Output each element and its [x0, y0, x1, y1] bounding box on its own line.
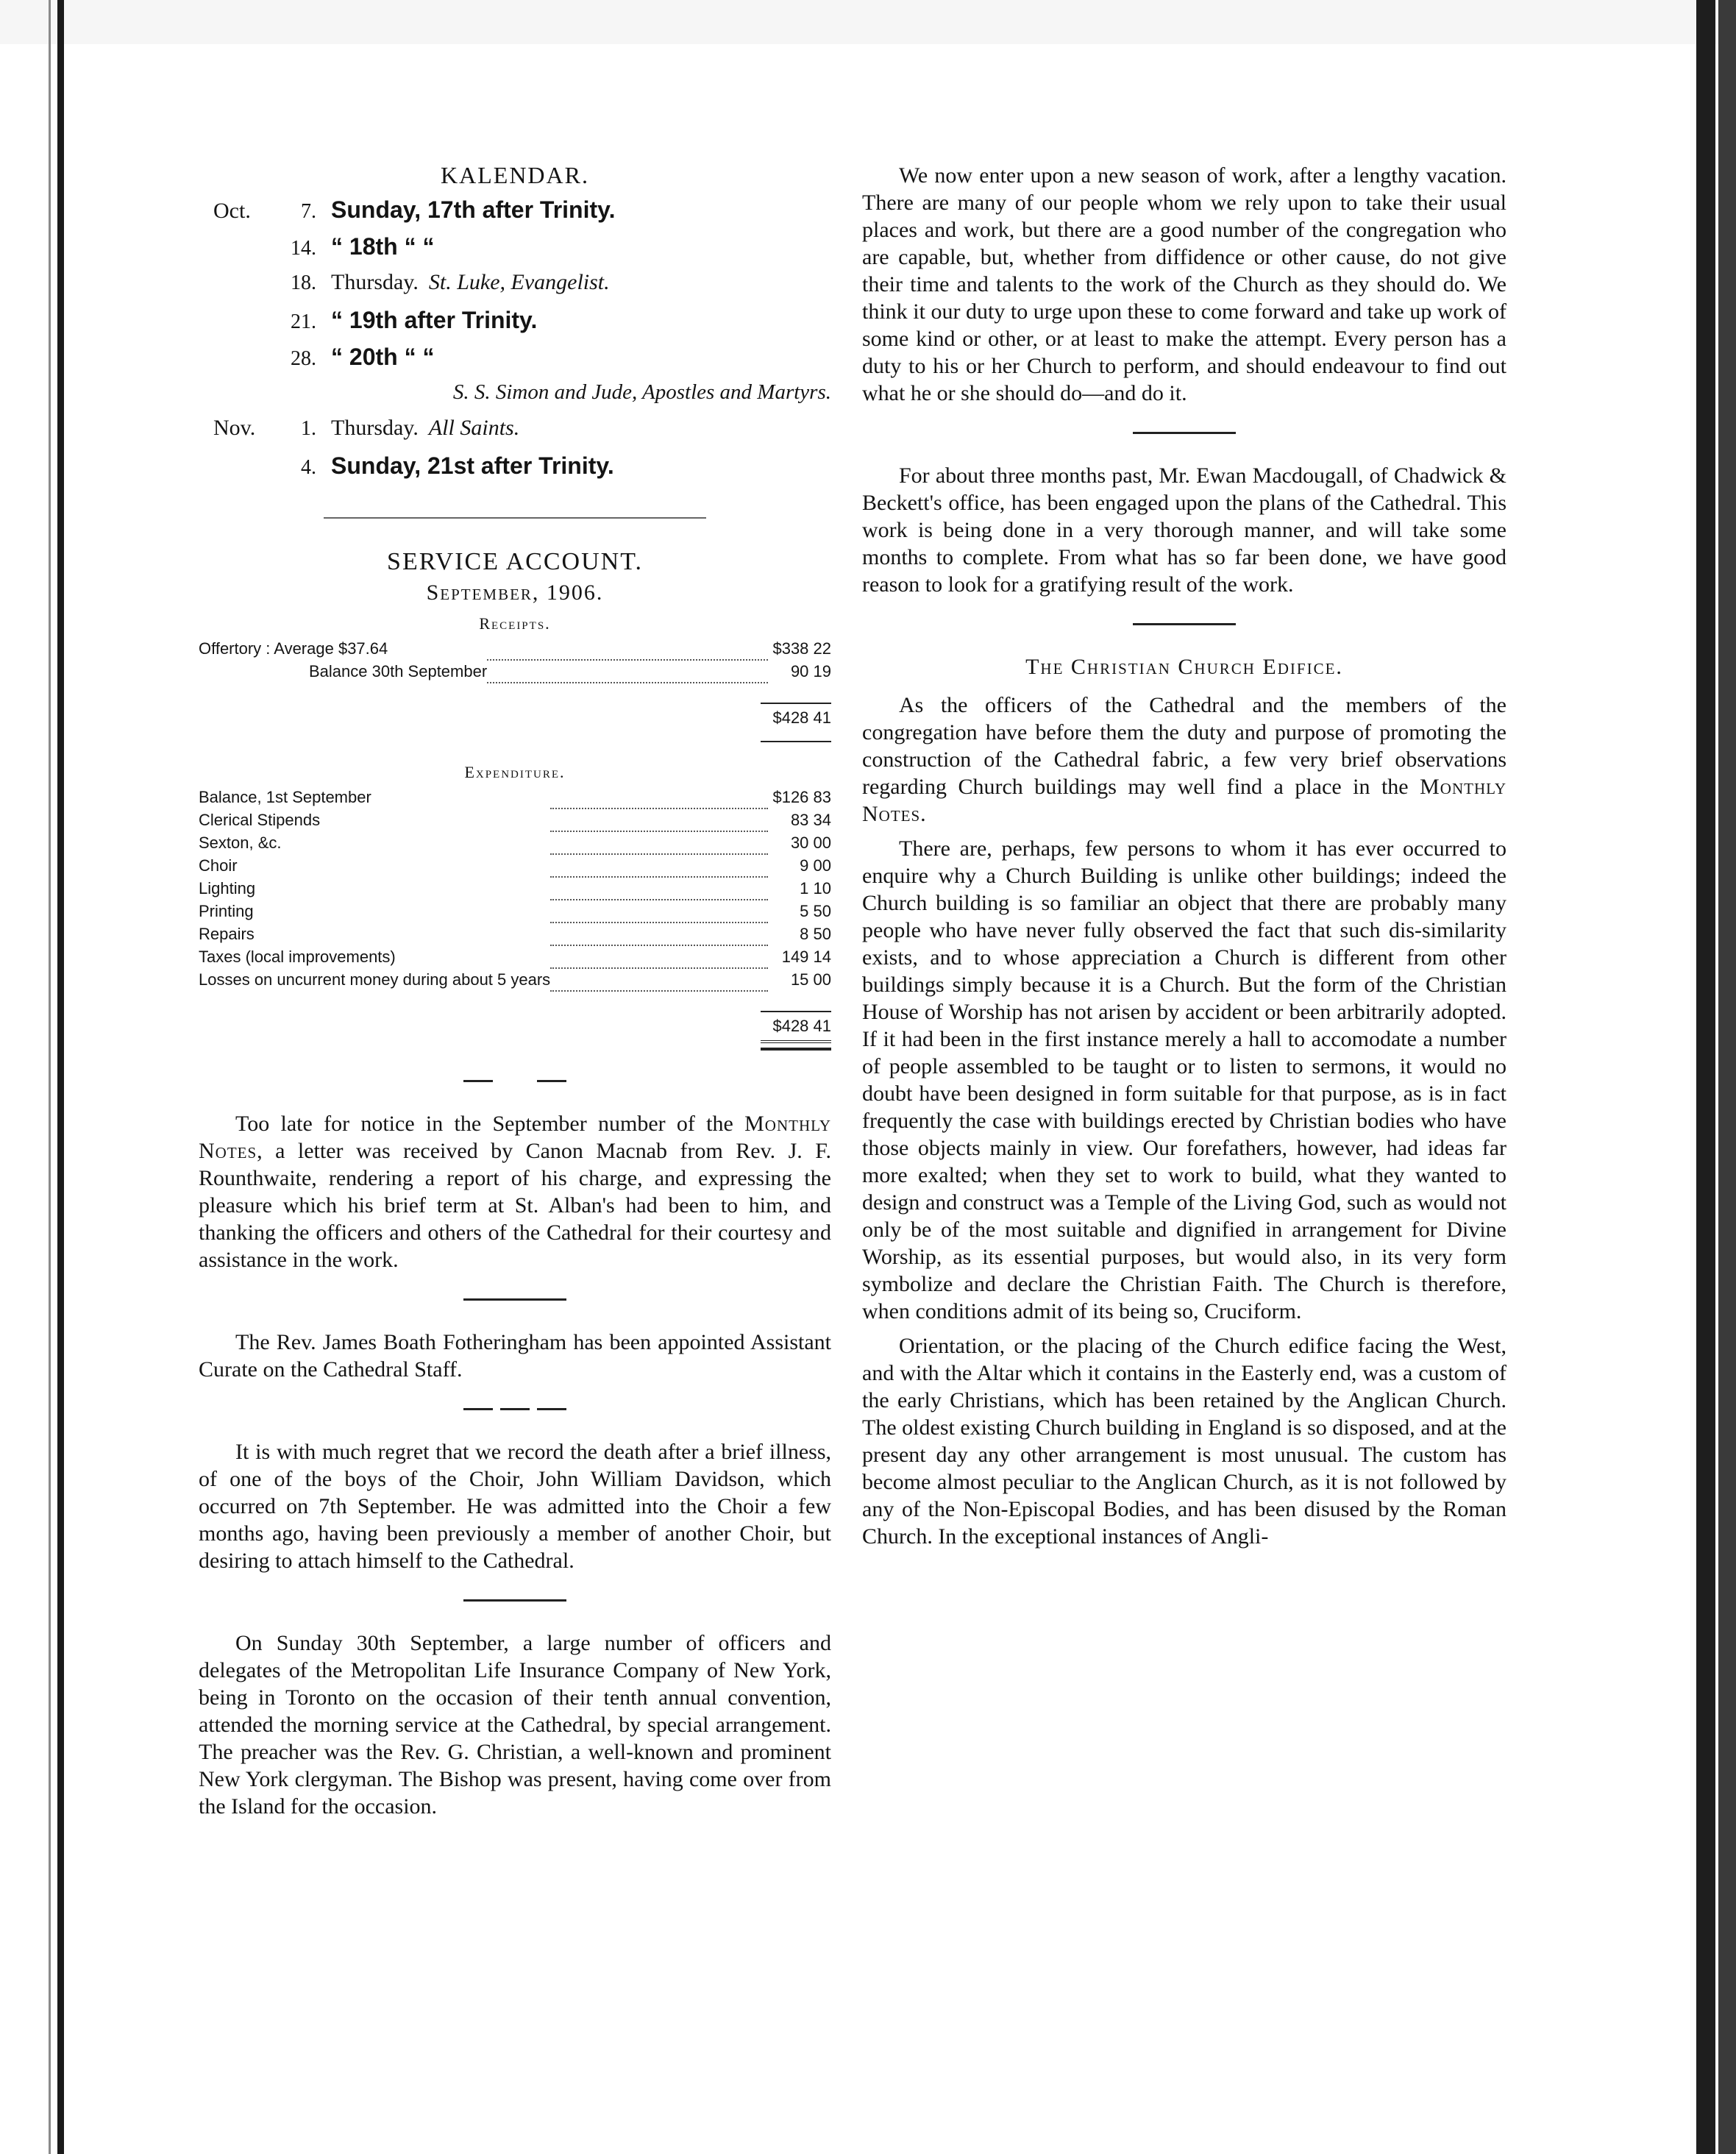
- section-divider: [463, 1408, 566, 1410]
- binding-edge-left: [57, 0, 64, 2154]
- paragraph-text: As the officers of the Cathedral and the members of the congregation have before them the duty and purpose of promoting the construction of the Cathedral fabric, a few very brief observations regarding Church buildings may well find a place in the: [862, 693, 1506, 799]
- expense-amount: 1 10: [800, 878, 831, 898]
- kalendar-day: 18.: [291, 271, 316, 294]
- table-row: [199, 968, 831, 991]
- receipt-label: Offertory : Average $37.64: [199, 639, 388, 658]
- total-rule: [761, 741, 831, 742]
- service-account-subtitle: September, 1906.: [426, 580, 604, 605]
- table-row: [199, 900, 831, 923]
- kalendar-festival: S. S. Simon and Jude, Apostles and Martyrs.: [452, 380, 831, 404]
- table-row: [199, 638, 831, 660]
- kalendar-day: 7.: [301, 200, 316, 223]
- receipt-label: Balance 30th September: [309, 661, 488, 680]
- kalendar-day: 21.: [291, 310, 316, 333]
- section-divider: [1133, 623, 1236, 625]
- table-row: [199, 831, 831, 854]
- table-row: [199, 854, 831, 877]
- expense-amount: $126 83: [772, 788, 831, 806]
- right-column: [862, 162, 1506, 1550]
- kalendar-month: Oct.: [213, 199, 251, 223]
- leader-dots: [487, 638, 768, 660]
- convention-paragraph: On Sunday 30th September, a large number of officers and delegates of the Metropolitan Life Insurance Company of New York, being in Toronto on the occasion of their tenth annual convention, attended the morning service at the Cathedral, by special arrangement. The preacher was the Rev. G. Christian, a well-known and prominent New York clergyman. The Bishop was present, having come over from the Island for the occasion.: [199, 1631, 831, 1819]
- expense-amount: 15 00: [790, 970, 831, 989]
- kalendar-entry: Sunday, 17th after Trinity.: [331, 196, 616, 223]
- receipt-amount: $338 22: [772, 639, 831, 658]
- receipts-table: [199, 638, 831, 683]
- expense-label: Printing: [199, 901, 254, 920]
- kalendar-festival: All Saints.: [428, 416, 520, 440]
- expenditure-heading: Expenditure.: [464, 763, 566, 781]
- obituary-paragraph: It is with much regret that we record the death after a brief illness, of one of the boys of the Choir, John William Davidson, which occurred on 7th September. He was admitted into the Choir a few months ago, having been previously a member of another Choir, but desiring to attach himself to the Cathedral.: [199, 1440, 831, 1573]
- expense-amount: 5 50: [800, 901, 831, 920]
- kalendar-entry: “ 20th “ “: [331, 344, 435, 370]
- receipts-total: $428 41: [772, 708, 831, 727]
- kalendar-list: [199, 196, 831, 489]
- monthly-notes-name: Monthly Notes: [862, 775, 1506, 826]
- monthly-notes-name: Monthly Notes: [199, 1112, 832, 1163]
- kalendar-row: [199, 270, 831, 307]
- leader-dots: [550, 968, 768, 991]
- receipts-heading: Receipts.: [479, 614, 551, 633]
- cathedral-plans-paragraph: For about three months past, Mr. Ewan Macdougall, of Chadwick & Beckett's office, has been engaged upon the plans of the Cathedral. This work is being done in a very thorough manner, and will take some months to complete. From what has so far been done, we have good reason to look for a gratifying result of the work.: [862, 463, 1506, 597]
- page-edge-right-outer: [1718, 0, 1736, 2154]
- kalendar-entry: Thursday.: [331, 270, 419, 294]
- leader-dots: [550, 877, 768, 900]
- expense-amount: 30 00: [790, 833, 831, 852]
- leader-dots: [550, 923, 768, 945]
- expense-amount: 83 34: [790, 810, 831, 829]
- table-row: [199, 877, 831, 900]
- table-row: [199, 923, 831, 945]
- kalendar-row: [199, 452, 831, 489]
- kalendar-row: [199, 233, 831, 270]
- kalendar-day: 1.: [301, 417, 316, 440]
- total-double-rule: [761, 1040, 831, 1051]
- section-divider: [463, 1298, 566, 1301]
- total-rule: [761, 703, 831, 704]
- left-column: [199, 162, 831, 1820]
- leader-dots: [550, 900, 768, 923]
- table-row: [199, 945, 831, 968]
- table-row: [199, 808, 831, 831]
- expense-label: Choir: [199, 856, 238, 875]
- expense-label: Losses on uncurrent money during about 5 years: [199, 970, 551, 989]
- page-edge-right: [1696, 0, 1715, 2154]
- edifice-form-paragraph: There are, perhaps, few persons to whom it has ever occurred to enquire why a Church Building is unlike other buildings; indeed the Church building is so familiar an object that there are probably many people who have never fully observed the fact that such dis-similarity exists, and to whose appreciation a Church is different from other buildings simply because it is a Church. But the form of the Christian House of Worship has not arisen by accident or been arbitrarily adopted. If it had been in the first instance merely a hall to accomodate a number of people assembled to be taught or to listen to sermons, it would no doubt have been designed in form suitable for that purpose, as is in fact frequently the case with buildings erected by Christian bodies who have those objects mainly in view. Our forefathers, however, had ideas far more exalted; when they set to work to build, what they wanted to design and construct was a Temple of the Living God, such as would not only be of the most suitable and dignified in arrangement for Divine Worship, as its essential purposes, but would also, in its very form symbolize and declare the Christian Faith. The Church is therefore, when conditions admit of its being so, Cruciform.: [862, 836, 1506, 1323]
- leader-dots: [550, 945, 768, 968]
- total-rule: [761, 1011, 831, 1012]
- expense-amount: 9 00: [800, 856, 831, 875]
- kalendar-row: [199, 416, 831, 452]
- orientation-paragraph: Orientation, or the placing of the Church edifice facing the West, and with the Altar which it contains in the Easterly end, was a custom of the early Christians, which has been retained by the Anglican Church. The oldest existing Church building in England is so disposed, and at the present day any other arrangement is most unusual. The custom has become almost peculiar to the Anglican Church, as it is not followed by any of the Non-Episcopal Bodies, and has been disused by the Roman Church. In the exceptional instances of Angli-: [862, 1334, 1506, 1549]
- kalendar-festival: St. Luke, Evangelist.: [428, 270, 610, 294]
- expense-label: Taxes (local improvements): [199, 947, 396, 966]
- expenditure-total-block: [199, 992, 831, 1055]
- service-account-title: SERVICE ACCOUNT.: [387, 548, 643, 575]
- receipts-total-block: [199, 683, 831, 747]
- leader-dots: [550, 831, 768, 854]
- leader-dots: [550, 854, 768, 877]
- expense-label: Clerical Stipends: [199, 810, 321, 829]
- section-divider: [324, 517, 706, 519]
- kalendar-entry: Thursday.: [331, 416, 419, 440]
- kalendar-entry: “ 19th after Trinity.: [331, 307, 538, 333]
- new-season-paragraph: We now enter upon a new season of work, after a lengthy vacation. There are many of our people whom we rely upon to take their usual places and work, but there are a good number of the congregation who are capable, but, whether from diffidence or other cause, do not give their time and talents to the work of the Church as they should do. We think it our duty to urge upon these to come forward and take up work of some kind or other, or at least to make the attempt. Every person has a duty to his or her Church to perform, and should endeavour to find out what he or she should do—and do it.: [862, 163, 1506, 405]
- table-row: [199, 660, 831, 683]
- receipt-amount: 90 19: [790, 661, 831, 680]
- expense-label: Balance, 1st September: [199, 788, 371, 806]
- edifice-heading: The Christian Church Edifice.: [1025, 655, 1343, 679]
- kalendar-row: [199, 380, 831, 416]
- kalendar-day: 28.: [291, 347, 316, 370]
- section-divider: [1133, 432, 1236, 434]
- leader-dots: [550, 808, 768, 831]
- kalendar-entry: Sunday, 21st after Trinity.: [331, 452, 614, 479]
- leader-dots: [487, 660, 768, 683]
- section-divider: [463, 1599, 566, 1602]
- expenditure-table: [199, 786, 831, 992]
- appointment-paragraph: The Rev. James Boath Fotheringham has been appointed Assistant Curate on the Cathedral Staff.: [199, 1330, 831, 1382]
- kalendar-row: [199, 344, 831, 380]
- expense-amount: 8 50: [800, 924, 831, 943]
- paragraph-text: Too late for notice in the September number of the: [235, 1112, 733, 1136]
- notice-paragraph: [199, 1110, 831, 1273]
- expenditure-total: $428 41: [772, 1017, 831, 1035]
- kalendar-row: [199, 307, 831, 344]
- expense-label: Repairs: [199, 924, 255, 943]
- page-top-edge: [0, 0, 1736, 44]
- expense-amount: 149 14: [781, 947, 831, 966]
- kalendar-day: 4.: [301, 456, 316, 479]
- edifice-intro-paragraph: [862, 692, 1506, 828]
- kalendar-row: [199, 196, 831, 233]
- kalendar-entry: “ 18th “ “: [331, 233, 435, 260]
- expense-label: Lighting: [199, 878, 256, 898]
- kalendar-day: 14.: [291, 237, 316, 260]
- section-divider: [463, 1080, 566, 1082]
- kalendar-title: KALENDAR.: [441, 162, 589, 188]
- paragraph-text: .: [920, 802, 926, 826]
- kalendar-month: Nov.: [213, 416, 256, 440]
- binding-edge-left-inner: [49, 0, 51, 2154]
- paragraph-text: , a letter was received by Canon Macnab from Rev. J. F. Rounthwaite, rendering a report of his charge, and expressing the pleasure which his brief term at St. Alban's had been to him, and thanking the officers and others of the Cathedral for their courtesy and assistance in the work.: [199, 1139, 831, 1272]
- leader-dots: [550, 786, 768, 808]
- table-row: [199, 786, 831, 808]
- expense-label: Sexton, &c.: [199, 833, 282, 852]
